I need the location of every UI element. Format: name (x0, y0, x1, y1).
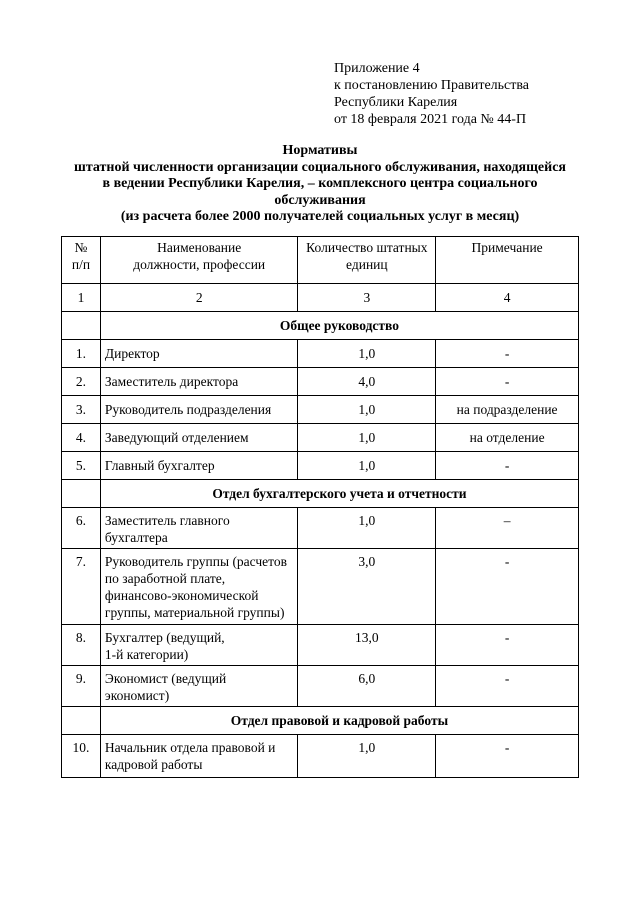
title-line-1: Нормативы (282, 143, 358, 158)
header-quantity: Количество штатных единиц (298, 237, 436, 284)
header-number: № п/п (62, 237, 101, 284)
row-note: - (436, 368, 579, 396)
row-number: 10. (62, 735, 101, 778)
row-note: – (436, 508, 579, 549)
row-note: на отделение (436, 424, 579, 452)
row-number: 9. (62, 666, 101, 707)
column-number: 1 (62, 284, 101, 312)
table-row (62, 735, 579, 778)
table-row (62, 508, 579, 549)
document-title (60, 143, 580, 226)
column-number: 4 (436, 284, 579, 312)
table-row (62, 340, 579, 368)
row-note: - (436, 340, 579, 368)
column-number: 2 (100, 284, 298, 312)
section-row (62, 480, 579, 508)
row-quantity: 1,0 (298, 735, 436, 778)
annex-line-1: Приложение 4 (334, 61, 420, 76)
row-number: 6. (62, 508, 101, 549)
row-position: Директор (100, 340, 298, 368)
row-note: - (436, 625, 579, 666)
row-position: Главный бухгалтер (100, 452, 298, 480)
table-row (62, 549, 579, 625)
row-note: - (436, 452, 579, 480)
row-note: на подразделение (436, 396, 579, 424)
staffing-table (61, 236, 579, 778)
row-position: Экономист (ведущий экономист) (100, 666, 298, 707)
row-position: Заведующий отделением (100, 424, 298, 452)
row-number: 5. (62, 452, 101, 480)
title-line-2: штатной численности организации социального обслуживания, находящейся (74, 159, 566, 175)
table-row (62, 396, 579, 424)
table-row (62, 625, 579, 666)
annex-line-4: от 18 февраля 2021 года № 44-П (334, 112, 527, 127)
table-row (62, 666, 579, 707)
title-line-4: обслуживания (274, 192, 366, 208)
title-line-5: (из расчета более 2000 получателей социальных услуг в месяц) (120, 209, 520, 224)
row-number: 8. (62, 625, 101, 666)
header-note: Примечание (436, 237, 579, 284)
row-quantity: 1,0 (298, 424, 436, 452)
annex-line-3: Республики Карелия (334, 95, 458, 110)
row-quantity: 1,0 (298, 396, 436, 424)
section-row (62, 312, 579, 340)
row-quantity: 3,0 (298, 549, 436, 625)
column-numbers-row (62, 284, 579, 312)
row-position: Заместитель главного бухгалтера (100, 508, 298, 549)
section-row (62, 707, 579, 735)
column-number: 3 (298, 284, 436, 312)
header-row (62, 237, 579, 284)
row-position: Заместитель директора (100, 368, 298, 396)
row-note: - (436, 735, 579, 778)
row-note: - (436, 666, 579, 707)
section-title: Отдел правовой и кадровой работы (100, 707, 578, 735)
table-row (62, 452, 579, 480)
section-title: Отдел бухгалтерского учета и отчетности (100, 480, 578, 508)
row-quantity: 13,0 (298, 625, 436, 666)
row-position: Руководитель подразделения (100, 396, 298, 424)
annex-line-2: к постановлению Правительства (334, 78, 530, 93)
row-quantity: 6,0 (298, 666, 436, 707)
row-number: 1. (62, 340, 101, 368)
row-position: Бухгалтер (ведущий, 1-й категории) (100, 625, 298, 666)
row-quantity: 1,0 (298, 508, 436, 549)
annex-block (334, 60, 529, 128)
section-title: Общее руководство (100, 312, 578, 340)
row-number: 2. (62, 368, 101, 396)
row-quantity: 1,0 (298, 452, 436, 480)
row-note: - (436, 549, 579, 625)
row-number: 4. (62, 424, 101, 452)
row-quantity: 4,0 (298, 368, 436, 396)
row-number: 7. (62, 549, 101, 625)
row-position: Начальник отдела правовой и кадровой работы (100, 735, 298, 778)
title-line-3: в ведении Республики Карелия, – комплексного центра социального (102, 176, 538, 191)
header-name: Наименование должности, профессии (100, 237, 298, 284)
row-quantity: 1,0 (298, 340, 436, 368)
row-number: 3. (62, 396, 101, 424)
table-row (62, 368, 579, 396)
row-position: Руководитель группы (расчетов по заработной плате, финансово-экономической группы, материальной группы) (100, 549, 298, 625)
table-row (62, 424, 579, 452)
